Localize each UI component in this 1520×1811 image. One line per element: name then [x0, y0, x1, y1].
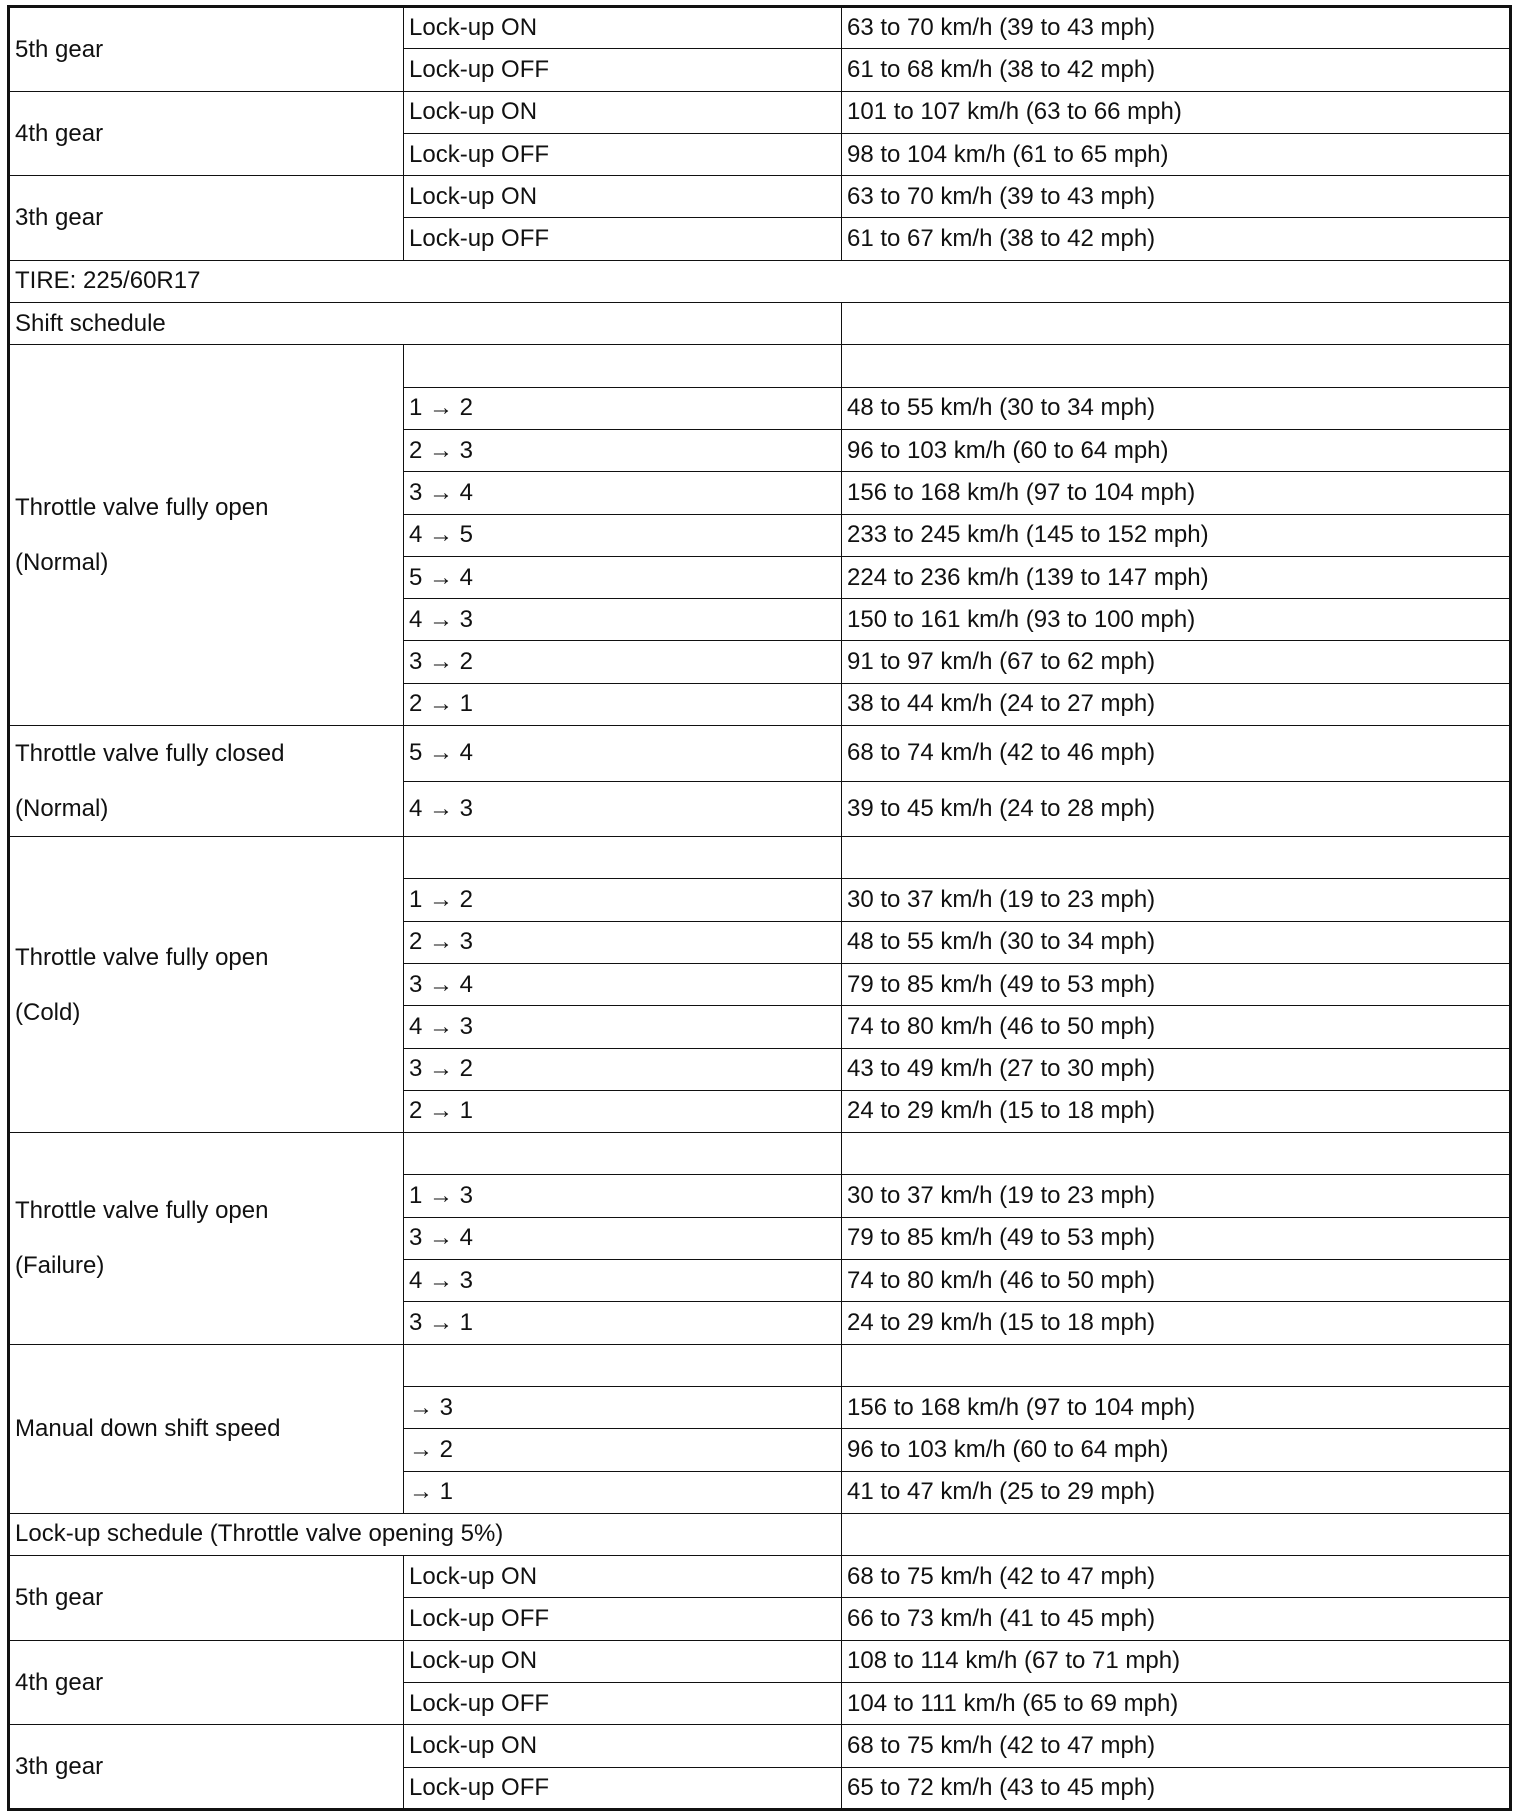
- table-row: [9, 345, 1511, 387]
- condition-label: (Cold): [15, 998, 81, 1026]
- condition-label-cell: [9, 726, 404, 837]
- condition-label: (Failure): [15, 1252, 105, 1280]
- speed-cell: [842, 837, 1511, 879]
- shift-cell: [404, 1556, 842, 1598]
- speed-cell: [842, 176, 1511, 218]
- vehicle-speed-value: 68 to 74 km/h (42 to 46 mph): [847, 739, 1156, 767]
- vehicle-speed-value: 98 to 104 km/h (61 to 65 mph): [847, 140, 1169, 168]
- shift-cell: [404, 921, 842, 963]
- speed-cell: [842, 1048, 1511, 1090]
- vehicle-speed-value: 74 to 80 km/h (46 to 50 mph): [847, 1012, 1156, 1040]
- shift-cell: [404, 1725, 842, 1767]
- speed-cell: [842, 1217, 1511, 1259]
- condition-label: 4th gear: [15, 1668, 104, 1696]
- shift-cell: [404, 1682, 842, 1724]
- shift-cell: [404, 1090, 842, 1132]
- speed-cell: [842, 91, 1511, 133]
- vehicle-speed-value: 224 to 236 km/h (139 to 147 mph): [847, 563, 1209, 591]
- speed-cell: [842, 1302, 1511, 1344]
- shift-label: 3 → 2: [409, 1055, 474, 1083]
- shift-label: Lock-up OFF: [409, 1689, 550, 1717]
- section-heading: Lock-up schedule (Throttle valve opening 5%): [15, 1520, 504, 1548]
- vehicle-speed-value: 30 to 37 km/h (19 to 23 mph): [847, 1182, 1156, 1210]
- condition-label: Throttle valve fully open: [15, 494, 269, 522]
- tire-size-label: TIRE: 225/60R17: [15, 267, 201, 295]
- table-row: [9, 1133, 1511, 1175]
- shift-cell: [404, 387, 842, 429]
- condition-label: 4th gear: [15, 119, 104, 147]
- shift-cell: [404, 91, 842, 133]
- tire-size-row: [9, 260, 1511, 302]
- vehicle-speed-value: 63 to 70 km/h (39 to 43 mph): [847, 14, 1156, 42]
- speed-cell: [842, 1429, 1511, 1471]
- table-row: [9, 726, 1511, 782]
- speed-cell: [842, 1175, 1511, 1217]
- shift-cell: [404, 1471, 842, 1513]
- shift-cell: [404, 781, 842, 837]
- condition-label-cell: [9, 1133, 404, 1344]
- speed-cell: [842, 1767, 1511, 1809]
- speed-cell: [842, 683, 1511, 725]
- speed-cell: [842, 49, 1511, 91]
- shift-cell: [404, 963, 842, 1005]
- speed-cell: [842, 1006, 1511, 1048]
- speed-cell: [842, 1598, 1511, 1640]
- speed-cell: [842, 345, 1511, 387]
- condition-label-cell: [9, 837, 404, 1133]
- condition-label: 5th gear: [15, 35, 104, 63]
- shift-cell: [404, 726, 842, 782]
- shift-label: 2 → 1: [409, 690, 474, 718]
- shift-cell: [404, 429, 842, 471]
- shift-cell: [404, 641, 842, 683]
- condition-label-cell: [9, 91, 404, 176]
- shift-label: → 1: [409, 1478, 454, 1506]
- condition-label-cell: [9, 345, 404, 726]
- shift-label: 4 → 3: [409, 605, 474, 633]
- shift-schedule-spec-table: [7, 5, 1512, 1811]
- speed-cell: [842, 218, 1511, 260]
- shift-label: Lock-up ON: [409, 1562, 538, 1590]
- shift-cell: [404, 472, 842, 514]
- vehicle-speed-value: 74 to 80 km/h (46 to 50 mph): [847, 1266, 1156, 1294]
- table-row: [9, 1725, 1511, 1767]
- condition-label: 3th gear: [15, 204, 104, 232]
- shift-label: Lock-up OFF: [409, 225, 550, 253]
- condition-label-cell: [9, 1344, 404, 1513]
- speed-cell: [842, 1640, 1511, 1682]
- shift-label: → 2: [409, 1435, 454, 1463]
- speed-cell: [842, 641, 1511, 683]
- vehicle-speed-value: 39 to 45 km/h (24 to 28 mph): [847, 794, 1156, 822]
- vehicle-speed-value: 96 to 103 km/h (60 to 64 mph): [847, 436, 1169, 464]
- shift-label: 1 → 3: [409, 1182, 474, 1210]
- shift-cell: [404, 1640, 842, 1682]
- speed-cell: [842, 1725, 1511, 1767]
- shift-cell: [404, 1429, 842, 1471]
- vehicle-speed-value: 79 to 85 km/h (49 to 53 mph): [847, 970, 1156, 998]
- shift-label: Lock-up ON: [409, 98, 538, 126]
- table-row: [9, 1640, 1511, 1682]
- vehicle-speed-value: 65 to 72 km/h (43 to 45 mph): [847, 1773, 1156, 1801]
- vehicle-speed-value: 24 to 29 km/h (15 to 18 mph): [847, 1097, 1156, 1125]
- vehicle-speed-value: 63 to 70 km/h (39 to 43 mph): [847, 182, 1156, 210]
- shift-label: 5 → 4: [409, 739, 474, 767]
- speed-cell: [842, 1260, 1511, 1302]
- shift-cell: [404, 879, 842, 921]
- shift-label: Lock-up ON: [409, 1647, 538, 1675]
- shift-cell: [404, 218, 842, 260]
- section-heading-row: [9, 1513, 1511, 1555]
- vehicle-speed-value: 66 to 73 km/h (41 to 45 mph): [847, 1605, 1156, 1633]
- speed-cell: [842, 726, 1511, 782]
- condition-label: 3th gear: [15, 1753, 104, 1781]
- shift-label: Lock-up OFF: [409, 1605, 550, 1633]
- shift-cell: [404, 1598, 842, 1640]
- section-heading-cell: [9, 1513, 842, 1555]
- condition-label: Throttle valve fully open: [15, 943, 269, 971]
- section-heading-value-cell: [842, 1513, 1511, 1555]
- condition-label: 5th gear: [15, 1584, 104, 1612]
- speed-cell: [842, 514, 1511, 556]
- speed-cell: [842, 1556, 1511, 1598]
- shift-cell: [404, 345, 842, 387]
- shift-cell: [404, 1386, 842, 1428]
- shift-label: 1 → 2: [409, 885, 474, 913]
- vehicle-speed-value: 68 to 75 km/h (42 to 47 mph): [847, 1562, 1156, 1590]
- shift-cell: [404, 683, 842, 725]
- shift-cell: [404, 1006, 842, 1048]
- condition-label: Throttle valve fully open: [15, 1197, 269, 1225]
- shift-cell: [404, 556, 842, 598]
- table-row: [9, 91, 1511, 133]
- shift-cell: [404, 1133, 842, 1175]
- speed-cell: [842, 1386, 1511, 1428]
- vehicle-speed-value: 96 to 103 km/h (60 to 64 mph): [847, 1435, 1169, 1463]
- vehicle-speed-value: 48 to 55 km/h (30 to 34 mph): [847, 394, 1156, 422]
- speed-cell: [842, 472, 1511, 514]
- shift-cell: [404, 599, 842, 641]
- condition-label: Manual down shift speed: [15, 1415, 281, 1443]
- shift-label: 1 → 2: [409, 394, 474, 422]
- shift-cell: [404, 1344, 842, 1386]
- shift-cell: [404, 1260, 842, 1302]
- speed-cell: [842, 7, 1511, 49]
- speed-cell: [842, 1471, 1511, 1513]
- vehicle-speed-value: 30 to 37 km/h (19 to 23 mph): [847, 885, 1156, 913]
- shift-label: 3 → 4: [409, 970, 474, 998]
- section-heading-cell: [9, 303, 842, 345]
- shift-label: 2 → 3: [409, 928, 474, 956]
- speed-cell: [842, 921, 1511, 963]
- vehicle-speed-value: 156 to 168 km/h (97 to 104 mph): [847, 1393, 1196, 1421]
- vehicle-speed-value: 156 to 168 km/h (97 to 104 mph): [847, 478, 1196, 506]
- shift-cell: [404, 49, 842, 91]
- shift-cell: [404, 7, 842, 49]
- shift-cell: [404, 1217, 842, 1259]
- section-heading-value-cell: [842, 303, 1511, 345]
- vehicle-speed-value: 61 to 68 km/h (38 to 42 mph): [847, 55, 1156, 83]
- shift-label: 3 → 4: [409, 1224, 474, 1252]
- condition-label-cell: [9, 176, 404, 261]
- speed-cell: [842, 429, 1511, 471]
- shift-cell: [404, 837, 842, 879]
- shift-label: Lock-up ON: [409, 182, 538, 210]
- shift-label: Lock-up OFF: [409, 1773, 550, 1801]
- spec-table-body: [9, 7, 1511, 1810]
- shift-cell: [404, 1175, 842, 1217]
- vehicle-speed-value: 150 to 161 km/h (93 to 100 mph): [847, 605, 1196, 633]
- shift-label: 2 → 3: [409, 436, 474, 464]
- condition-label-cell: [9, 1725, 404, 1810]
- shift-label: 3 → 1: [409, 1308, 474, 1336]
- vehicle-speed-value: 101 to 107 km/h (63 to 66 mph): [847, 98, 1182, 126]
- shift-label: → 3: [409, 1393, 454, 1421]
- shift-label: 3 → 2: [409, 648, 474, 676]
- shift-label: 5 → 4: [409, 563, 474, 591]
- speed-cell: [842, 879, 1511, 921]
- vehicle-speed-value: 48 to 55 km/h (30 to 34 mph): [847, 928, 1156, 956]
- vehicle-speed-value: 38 to 44 km/h (24 to 27 mph): [847, 690, 1156, 718]
- section-heading: Shift schedule: [15, 309, 166, 337]
- table-row: [9, 1556, 1511, 1598]
- shift-cell: [404, 1302, 842, 1344]
- vehicle-speed-value: 61 to 67 km/h (38 to 42 mph): [847, 225, 1156, 253]
- shift-label: Lock-up OFF: [409, 55, 550, 83]
- condition-label: Throttle valve fully closed: [15, 740, 285, 768]
- vehicle-speed-value: 104 to 111 km/h (65 to 69 mph): [847, 1689, 1179, 1717]
- table-row: [9, 1344, 1511, 1386]
- vehicle-speed-value: 79 to 85 km/h (49 to 53 mph): [847, 1224, 1156, 1252]
- vehicle-speed-value: 108 to 114 km/h (67 to 71 mph): [847, 1647, 1181, 1675]
- shift-cell: [404, 133, 842, 175]
- vehicle-speed-value: 43 to 49 km/h (27 to 30 mph): [847, 1055, 1156, 1083]
- vehicle-speed-value: 24 to 29 km/h (15 to 18 mph): [847, 1308, 1156, 1336]
- speed-cell: [842, 963, 1511, 1005]
- shift-label: 3 → 4: [409, 478, 474, 506]
- speed-cell: [842, 133, 1511, 175]
- condition-label-cell: [9, 1640, 404, 1725]
- speed-cell: [842, 1682, 1511, 1724]
- condition-label: (Normal): [15, 549, 109, 577]
- shift-cell: [404, 1048, 842, 1090]
- vehicle-speed-value: 41 to 47 km/h (25 to 29 mph): [847, 1478, 1156, 1506]
- table-row: [9, 7, 1511, 49]
- shift-label: 4 → 5: [409, 521, 474, 549]
- speed-cell: [842, 1090, 1511, 1132]
- shift-label: 4 → 3: [409, 1266, 474, 1294]
- shift-cell: [404, 514, 842, 556]
- shift-label: Lock-up OFF: [409, 140, 550, 168]
- speed-cell: [842, 1344, 1511, 1386]
- speed-cell: [842, 387, 1511, 429]
- speed-cell: [842, 781, 1511, 837]
- shift-cell: [404, 176, 842, 218]
- condition-label-cell: [9, 7, 404, 92]
- table-row: [9, 176, 1511, 218]
- speed-cell: [842, 1133, 1511, 1175]
- section-heading-row: [9, 303, 1511, 345]
- table-row: [9, 837, 1511, 879]
- shift-cell: [404, 1767, 842, 1809]
- shift-label: 4 → 3: [409, 794, 474, 822]
- shift-label: 4 → 3: [409, 1012, 474, 1040]
- shift-label: 2 → 1: [409, 1097, 474, 1125]
- tire-size-cell: [9, 260, 1511, 302]
- vehicle-speed-value: 233 to 245 km/h (145 to 152 mph): [847, 521, 1209, 549]
- condition-label-cell: [9, 1556, 404, 1641]
- speed-cell: [842, 599, 1511, 641]
- speed-cell: [842, 556, 1511, 598]
- vehicle-speed-value: 91 to 97 km/h (67 to 62 mph): [847, 648, 1156, 676]
- shift-label: Lock-up ON: [409, 14, 538, 42]
- vehicle-speed-value: 68 to 75 km/h (42 to 47 mph): [847, 1731, 1156, 1759]
- shift-label: Lock-up ON: [409, 1731, 538, 1759]
- condition-label: (Normal): [15, 795, 109, 823]
